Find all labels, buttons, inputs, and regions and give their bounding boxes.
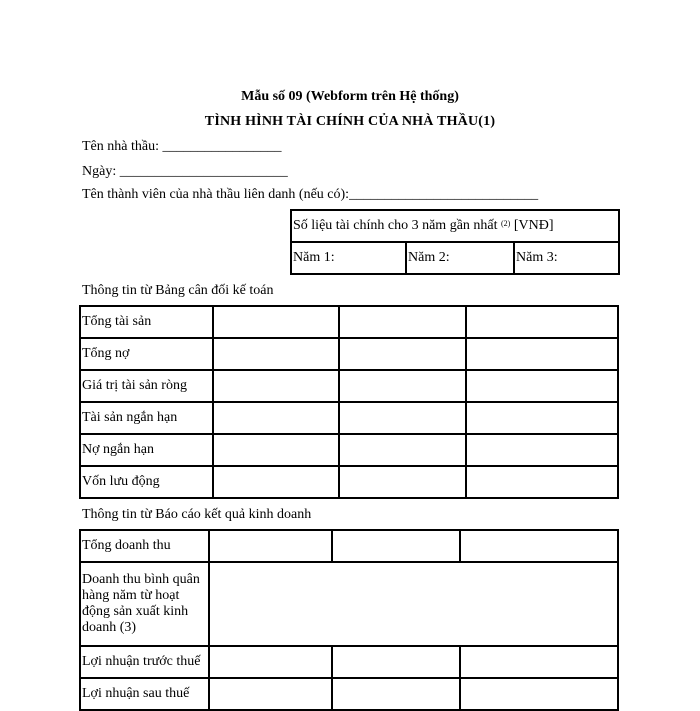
document-title: TÌNH HÌNH TÀI CHÍNH CỦA NHÀ THẦU(1)	[204, 114, 496, 129]
year-3-value-cell[interactable]	[466, 370, 618, 402]
table-row	[80, 466, 618, 498]
row-label: Tổng nợ	[80, 338, 213, 370]
year-1-value-cell[interactable]	[209, 678, 332, 710]
balance-sheet-table	[79, 305, 619, 499]
year-2-value-cell[interactable]	[339, 434, 466, 466]
year-1-value-cell[interactable]	[209, 646, 332, 678]
year-2-value-cell[interactable]	[332, 646, 460, 678]
contractor-name-field: Tên nhà thầu: _________________	[82, 139, 282, 154]
year-2-value-cell[interactable]	[332, 678, 460, 710]
year-2-value-cell[interactable]	[339, 466, 466, 498]
year-2-value-cell[interactable]	[339, 370, 466, 402]
year-3-value-cell[interactable]	[466, 402, 618, 434]
year-3-value-cell[interactable]	[466, 434, 618, 466]
table-row	[80, 562, 618, 646]
table-row	[80, 338, 618, 370]
table-row	[80, 678, 618, 710]
year-3-value-cell[interactable]	[466, 306, 618, 338]
row-label: Giá trị tài sản ròng	[80, 370, 213, 402]
year-3-value-cell[interactable]	[466, 338, 618, 370]
year-2-value-cell[interactable]	[339, 306, 466, 338]
year-2-value-cell[interactable]	[339, 402, 466, 434]
row-label: Vốn lưu động	[80, 466, 213, 498]
year-3-value-cell[interactable]	[466, 466, 618, 498]
joint-venture-member-field: Tên thành viên của nhà thầu liên danh (nếu có):___________________________	[82, 187, 539, 202]
row-label: Tài sản ngắn hạn	[80, 402, 213, 434]
footnote-2: (2)	[501, 219, 511, 228]
year-1-cell: Năm 1:	[291, 242, 406, 274]
date-field: Ngày: ________________________	[82, 164, 288, 179]
table-row	[80, 306, 618, 338]
years-header-table	[290, 209, 620, 275]
year-3-cell: Năm 3:	[514, 242, 619, 274]
table-row	[80, 370, 618, 402]
balance-sheet-heading: Thông tin từ Bảng cân đối kế toán	[82, 283, 274, 298]
row-label: Doanh thu bình quân hàng năm từ hoạt động sản xuất kinh doanh (3)	[80, 562, 209, 646]
year-1-value-cell[interactable]	[213, 466, 339, 498]
year-1-value-cell[interactable]	[213, 402, 339, 434]
year-3-value-cell[interactable]	[460, 678, 618, 710]
year-2-value-cell[interactable]	[339, 338, 466, 370]
year-1-value-cell[interactable]	[213, 434, 339, 466]
income-statement-heading: Thông tin từ Báo cáo kết quả kinh doanh	[82, 507, 312, 522]
row-label: Lợi nhuận sau thuế	[80, 678, 209, 710]
year-2-cell: Năm 2:	[406, 242, 514, 274]
row-label: Nợ ngắn hạn	[80, 434, 213, 466]
table-row	[80, 530, 618, 562]
form-code: Mẫu số 09 (Webform trên Hệ thống)	[241, 89, 459, 104]
row-label: Lợi nhuận trước thuế	[80, 646, 209, 678]
row-label: Tổng doanh thu	[80, 530, 209, 562]
year-1-value-cell[interactable]	[213, 370, 339, 402]
average-revenue-value-cell[interactable]	[209, 562, 618, 646]
year-1-value-cell[interactable]	[209, 530, 332, 562]
year-2-value-cell[interactable]	[332, 530, 460, 562]
year-3-value-cell[interactable]	[460, 530, 618, 562]
year-3-value-cell[interactable]	[460, 646, 618, 678]
table-row	[80, 402, 618, 434]
income-statement-table	[79, 529, 619, 711]
row-label: Tổng tài sản	[80, 306, 213, 338]
table-row	[80, 434, 618, 466]
years-header-cell	[291, 210, 619, 242]
year-1-value-cell[interactable]	[213, 306, 339, 338]
table-row	[80, 646, 618, 678]
currency-unit: [VNĐ]	[513, 218, 554, 233]
years-header-text: Số liệu tài chính cho 3 năm gần nhất	[293, 218, 498, 233]
year-1-value-cell[interactable]	[213, 338, 339, 370]
